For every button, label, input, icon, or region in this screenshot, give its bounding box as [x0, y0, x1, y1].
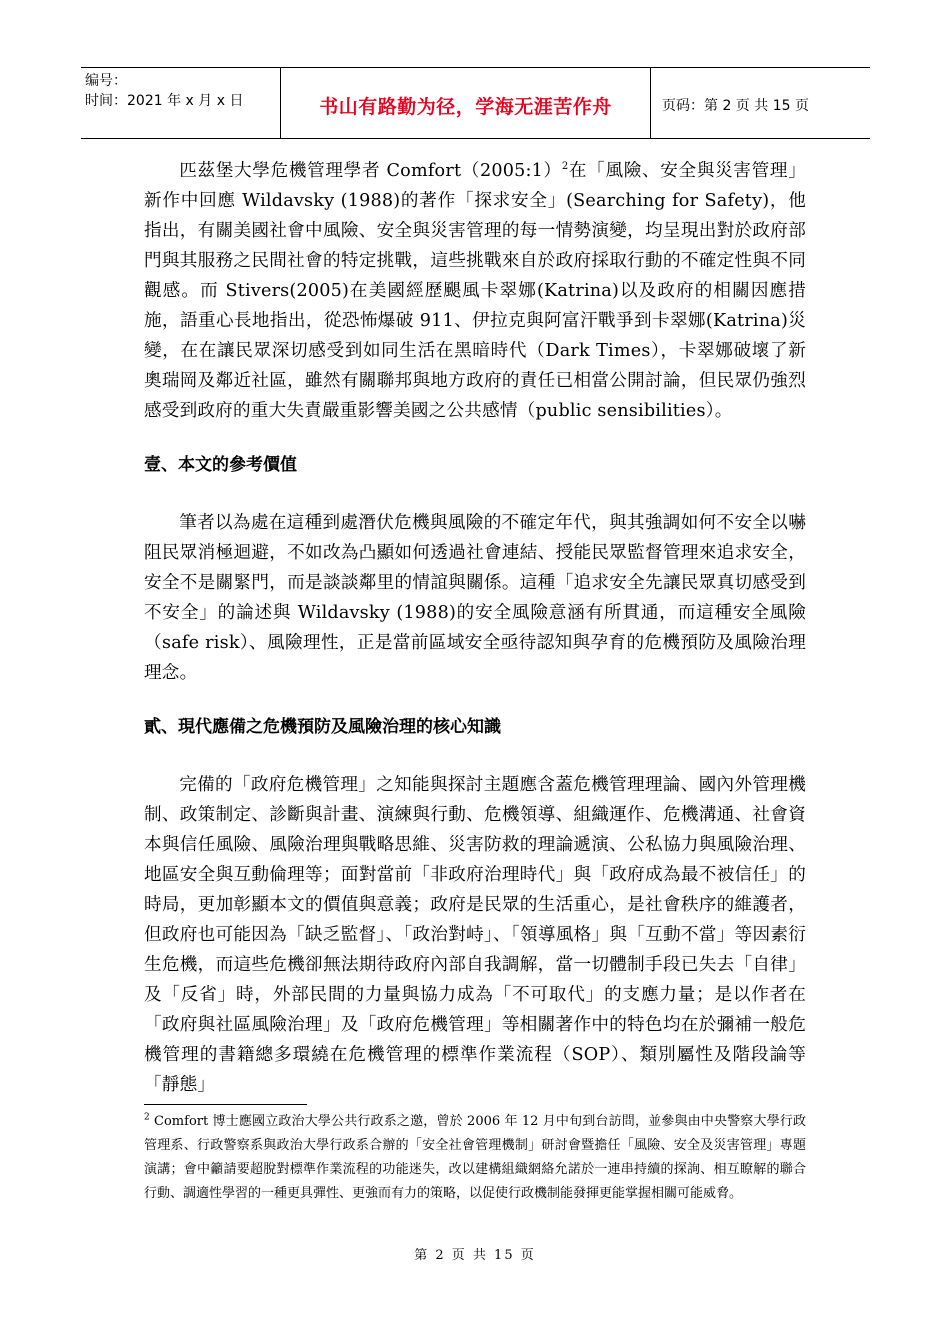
section-heading-1: 壹、本文的參考價值: [144, 455, 297, 475]
header-motto: 书山有路勤为径，学海无涯苦作舟: [319, 95, 612, 118]
footnote-reference[interactable]: 2: [561, 161, 569, 173]
document-number: 编号：: [85, 73, 127, 89]
document-header: [81, 67, 870, 139]
header-page-info: 页码：第 2 页 共 15 页: [662, 98, 809, 114]
document-body: [144, 156, 806, 1100]
footnote-text: Comfort 博士應國立政治大學公共行政系之邀，曾於 2006 年 12 月中旬到台訪問，並參與由中央警察大學行政管理系、行政警察系與政治大學行政系合辦的「安全社會管理機制」研討會暨擔任「風險、安全及災害管理」專題演講；會中籲請要超脫對標準作業流程的功能迷失，改以建構組織網絡允諾於一連串持續的探詢、相互瞭解的聯合行動、調適性學習的一種更具彈性、更強而有力的策略，以促使行政機制能發揮更能掌握相關可能威脅。: [144, 1114, 806, 1201]
paragraph-2: 筆者以為處在這種到處潛伏危機與風險的不確定年代，與其強調如何不安全以嚇阻民眾消極迴避，不如改為凸顯如何透過社會連結、授能民眾監督管理來追求安全，安全不是關緊門，而是談談鄰里的情誼與關係。這種「追求安全先讓民眾真切感受到不安全」的論述與 Wildavsky (1988)的安全風險意涵有所貫通，而這種安全風險（safe risk）、風險理性，正是當前區域安全亟待認知與孕育的危機預防及風險治理理念。: [144, 513, 806, 683]
paragraph-1-text: 匹茲堡大學危機管理學者 Comfort（2005:1）: [179, 161, 562, 181]
page-footer: 第 2 页 共 15 页: [414, 1248, 536, 1263]
footnote: [144, 1110, 806, 1206]
footnote-separator: [144, 1104, 307, 1105]
header-meta: [81, 68, 281, 138]
header-motto-cell: [281, 68, 651, 138]
section-heading-2: 貳、現代應備之危機預防及風險治理的核心知識: [144, 717, 501, 737]
paragraph-1: [144, 156, 806, 426]
document-date: 时间：2021 年 x 月 x 日: [85, 93, 244, 109]
footnote-number: 2: [144, 1112, 150, 1123]
header-page-info-cell: [651, 68, 870, 138]
paragraph-3: 完備的「政府危機管理」之知能與探討主題應含蓋危機管理理論、國內外管理機制、政策制定、診斷與計畫、演練與行動、危機領導、組織運作、危機溝通、社會資本與信任風險、風險治理與戰略思維、災害防救的理論遞演、公私協力與風險治理、地區安全與互動倫理等；面對當前「非政府治理時代」與「政府成為最不被信任」的時局，更加彰顯本文的價值與意義；政府是民眾的生活重心，是社會秩序的維護者，但政府也可能因為「缺乏監督」、「政治對峙」、「領導風格」與「互動不當」等因素衍生危機，而這些危機卻無法期待政府內部自我調解，當一切體制手段已失去「自律」及「反省」時，外部民間的力量與協力成為「不可取代」的支應力量；是以作者在「政府與社區風險治理」及「政府危機管理」等相關著作中的特色均在於彌補一般危機管理的書籍總多環繞在危機管理的標準作業流程（SOP）、類別屬性及階段論等「靜態」: [144, 775, 806, 1095]
paragraph-1-text-continued: 在「風險、安全與災害管理」新作中回應 Wildavsky (1988)的著作「探求安全」(Searching for Safety)，他指出，有關美國社會中風險、安全與災害管理的每一情勢演變，均呈現出對於政府部門與其服務之民間社會的特定挑戰，這些挑戰來自於政府採取行動的不確定性與不同觀感。而 Stivers(2005)在美國經歷颶風卡翠娜(Katrina)以及政府的相關因應措施，語重心長地指出，從恐怖爆破 911、伊拉克與阿富汗戰爭到卡翠娜(Katrina)災變，在在讓民眾深切感受到如同生活在黑暗時代（Dark Times），卡翠娜破壞了新奧瑞岡及鄰近社區，雖然有關聯邦與地方政府的責任已相當公開討論，但民眾仍強烈感受到政府的重大失責嚴重影響美國之公共感情（public sensibilities）。: [144, 161, 806, 421]
